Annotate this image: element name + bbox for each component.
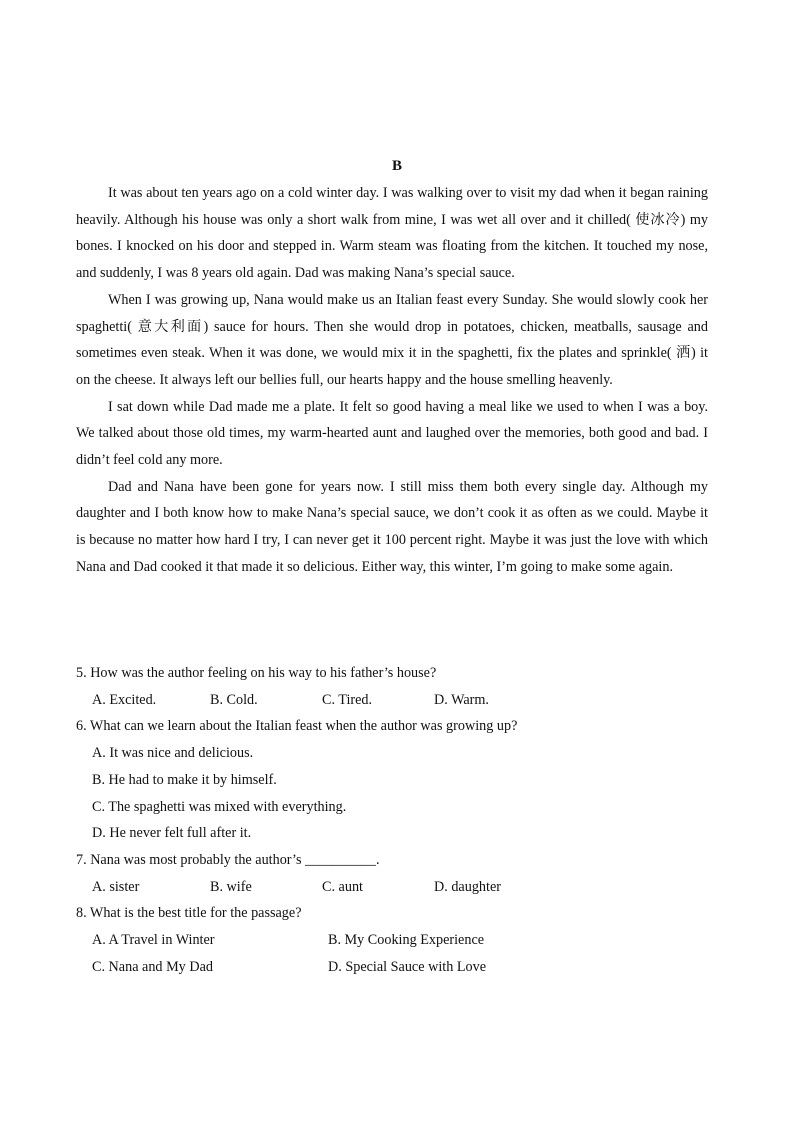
option-row (92, 874, 716, 901)
option-d: D. Special Sauce with Love (328, 958, 486, 975)
question-stem: 5. How was the author feeling on his way to his father’s house? (76, 665, 437, 681)
passage-paragraph: When I was growing up, Nana would make us an Italian feast every Sunday. She would slowly cook her spaghetti( 意大利面) sauce for hours. Then she would drop in potatoes, chicken, meatballs, sausage and sometimes even steak. When it was done, we would mix it in the spaghetti, fix the plates and sprinkle( 洒) it on the cheese. It always left our bellies full, our hearts happy and the house smelling heavenly. (76, 291, 708, 388)
passage-paragraph: I sat down while Dad made me a plate. It felt so good having a meal like we used to when I was a boy. We talked about those old times, my warm-hearted aunt and laughed over the memories, both good and bad. I didn’t feel cold any more. (76, 398, 708, 469)
question-stem: 8. What is the best title for the passage? (76, 905, 302, 922)
question-8 (76, 900, 716, 980)
option-d: D. daughter (434, 878, 501, 895)
option-row (92, 687, 716, 714)
option-b: B. My Cooking Experience (328, 932, 485, 949)
question-5 (76, 660, 716, 713)
option-b: B. Cold. (210, 691, 258, 708)
option-a: A. Excited. (92, 691, 157, 708)
option-row (92, 927, 716, 954)
section-title: B (391, 158, 402, 174)
reading-passage (76, 180, 708, 581)
passage-paragraph: Dad and Nana have been gone for years now. I still miss them both every single day. Although my daughter and I both know how to make Nana’s special sauce, we don’t cook it as often as we could. Maybe it is because no matter how hard I try, I can never get it 100 percent right. Maybe it was just the love with which Nana and Dad cooked it that made it so delicious. Either way, this winter, I’m going to make some again. (76, 478, 708, 575)
option-c: C. Tired. (322, 691, 373, 708)
question-stem: 7. Nana was most probably the author’s __________. (76, 851, 380, 868)
option-row (92, 954, 716, 981)
option-c: C. Nana and My Dad (92, 958, 213, 975)
question-stem: 6. What can we learn about the Italian feast when the author was growing up? (76, 718, 518, 735)
question-list (76, 660, 716, 980)
option-b: B. wife (210, 878, 252, 895)
option-a: A. sister (92, 878, 140, 895)
option-a: A. A Travel in Winter (92, 932, 215, 949)
option-d: D. He never felt full after it. (92, 825, 252, 842)
option-d: D. Warm. (434, 691, 489, 708)
option-c: C. aunt (322, 878, 363, 895)
question-7 (76, 847, 716, 900)
passage-paragraph: It was about ten years ago on a cold winter day. I was walking over to visit my dad when it began raining heavily. Although his house was only a short walk from mine, I was wet all over and it chilled( 使冰冷) my bones. I knocked on his door and stepped in. Warm steam was floating from the kitchen. It touched my nose, and suddenly, I was 8 years old again. Dad was making Nana’s special sauce. (76, 185, 708, 282)
option-c: C. The spaghetti was mixed with everything. (92, 798, 347, 815)
option-a: A. It was nice and delicious. (92, 745, 254, 762)
question-6 (76, 713, 716, 847)
option-b: B. He had to make it by himself. (92, 771, 277, 788)
